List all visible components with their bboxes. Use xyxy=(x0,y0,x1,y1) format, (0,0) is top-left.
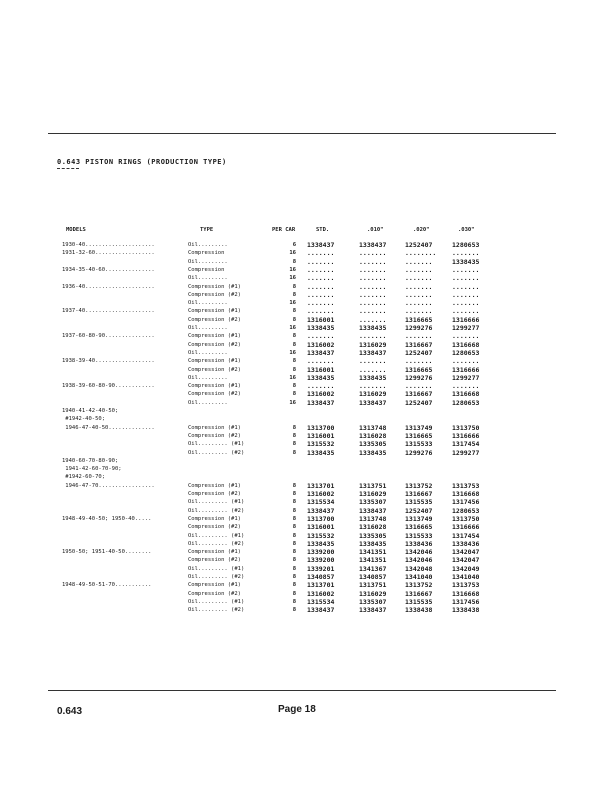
model-cell: 1948-49-50-51-70........... xyxy=(62,582,152,589)
per-car-cell: 8 xyxy=(292,598,296,605)
oversize-030-cell: ....... xyxy=(452,307,480,316)
std-cell: 1338435 xyxy=(307,448,335,457)
std-cell: 1338435 xyxy=(307,373,335,382)
oversize-030-cell: 1316666 xyxy=(452,315,480,324)
oversize-010-cell: ....... xyxy=(359,357,387,366)
oversize-010-cell: ....... xyxy=(359,299,387,308)
oversize-020-cell: 1299276 xyxy=(405,324,433,332)
type-cell: Compression (#2) xyxy=(188,291,241,298)
per-car-cell: 16 xyxy=(289,250,296,257)
per-car-cell: 16 xyxy=(289,325,296,331)
oversize-030-cell: ....... xyxy=(452,249,480,258)
per-car-cell: 8 xyxy=(292,358,296,365)
std-cell: 1316002 xyxy=(307,589,335,598)
std-cell: ....... xyxy=(307,299,335,308)
oversize-010-cell: 1341367 xyxy=(359,564,387,573)
oversize-010-cell: 1338437 xyxy=(359,506,387,515)
type-cell: Compression (#2) xyxy=(188,491,241,497)
oversize-010-cell: 1316028 xyxy=(359,523,387,532)
per-car-cell: 8 xyxy=(292,316,296,323)
type-cell: Compression (#2) xyxy=(188,366,241,373)
type-cell: Compression (#1) xyxy=(188,283,241,290)
per-car-cell: 8 xyxy=(292,424,296,431)
oversize-020-cell: 1252407 xyxy=(405,506,433,515)
per-car-cell: 8 xyxy=(292,565,296,572)
type-cell: Oil......... (#2) xyxy=(188,507,245,514)
per-car-cell: 16 xyxy=(289,300,296,307)
footer-page-number: Page 18 xyxy=(278,704,316,715)
type-cell: Oil......... (#1) xyxy=(188,598,245,605)
oversize-030-cell: 1299277 xyxy=(452,448,480,457)
per-car-cell: 8 xyxy=(292,540,296,547)
oversize-020-cell: 1252407 xyxy=(405,348,433,357)
type-cell: Oil......... xyxy=(188,242,228,248)
oversize-020-cell: ........ xyxy=(405,249,437,258)
model-cell: 1938-39-40.................. xyxy=(62,358,155,365)
oversize-020-cell: ....... xyxy=(405,290,433,299)
oversize-010-cell: 1313748 xyxy=(359,514,387,523)
std-cell: 1313700 xyxy=(307,514,335,523)
oversize-010-cell: ....... xyxy=(359,315,387,324)
oversize-030-cell: 1338436 xyxy=(452,539,480,548)
std-cell: 1315532 xyxy=(307,440,335,449)
oversize-020-cell: 1316665 xyxy=(405,365,433,374)
per-car-cell: 16 xyxy=(289,374,296,381)
model-cell: 1948-49-40-50; 1950-40..... xyxy=(62,515,152,522)
std-cell: 1340857 xyxy=(307,573,335,581)
per-car-cell: 8 xyxy=(292,507,296,514)
per-car-cell: 16 xyxy=(289,349,296,356)
per-car-cell: 8 xyxy=(292,482,296,489)
type-cell: Oil......... xyxy=(188,300,228,307)
std-cell: 1313700 xyxy=(307,423,335,432)
per-car-cell: 8 xyxy=(292,383,296,390)
std-cell: 1338437 xyxy=(307,241,335,249)
type-cell: Compression (#2) xyxy=(188,590,241,597)
oversize-010-cell: 1335307 xyxy=(359,498,387,507)
oversize-030-cell: 1313750 xyxy=(452,514,480,523)
model-cell: 1934-35-40-60............... xyxy=(62,266,155,273)
oversize-030-cell: 1316668 xyxy=(452,340,480,349)
oversize-020-cell: ....... xyxy=(405,332,433,341)
oversize-020-cell: 1316665 xyxy=(405,431,433,440)
per-car-cell: 8 xyxy=(292,499,296,506)
oversize-020-cell: 1252407 xyxy=(405,241,433,249)
std-cell: ....... xyxy=(307,265,335,274)
type-cell: Compression (#1) xyxy=(188,424,241,431)
type-cell: Compression xyxy=(188,250,225,257)
type-cell: Compression (#2) xyxy=(188,432,241,439)
type-cell: Compression (#1) xyxy=(188,333,241,340)
oversize-010-cell: 1338435 xyxy=(359,373,387,382)
std-cell: 1316002 xyxy=(307,490,335,498)
std-cell: ....... xyxy=(307,257,335,266)
header-per-car: PER CAR xyxy=(272,227,296,233)
oversize-010-cell: ....... xyxy=(359,332,387,341)
model-cell: 1937-40..................... xyxy=(62,308,155,315)
type-cell: Compression (#2) xyxy=(188,341,241,348)
oversize-030-cell: 1313753 xyxy=(452,481,480,490)
oversize-020-cell: 1313752 xyxy=(405,581,433,590)
type-cell: Compression (#2) xyxy=(188,524,241,531)
std-cell: 1316001 xyxy=(307,523,335,532)
oversize-020-cell: 1315535 xyxy=(405,498,433,507)
per-car-cell: 8 xyxy=(292,449,296,456)
per-car-cell: 8 xyxy=(292,574,296,580)
oversize-030-cell: 1316668 xyxy=(452,589,480,598)
oversize-030-cell: 1316668 xyxy=(452,490,480,498)
std-cell: 1315532 xyxy=(307,531,335,540)
oversize-020-cell: 1338438 xyxy=(405,606,433,615)
type-cell: Oil......... xyxy=(188,374,228,381)
oversize-020-cell: ....... xyxy=(405,274,433,283)
type-cell: Compression (#1) xyxy=(188,515,241,522)
std-cell: 1316002 xyxy=(307,340,335,349)
oversize-030-cell: 1280653 xyxy=(452,241,480,249)
oversize-030-cell: ....... xyxy=(452,332,480,341)
model-cell: 1941-42-60-70-90; xyxy=(62,466,122,473)
header-010: .010" xyxy=(367,227,384,233)
oversize-020-cell: 1316665 xyxy=(405,523,433,532)
oversize-010-cell: 1316029 xyxy=(359,589,387,598)
type-cell: Compression (#1) xyxy=(188,308,241,315)
std-cell: ....... xyxy=(307,290,335,299)
per-car-cell: 8 xyxy=(292,524,296,531)
per-car-cell: 8 xyxy=(292,532,296,539)
oversize-030-cell: ....... xyxy=(452,299,480,308)
oversize-010-cell: 1335305 xyxy=(359,440,387,449)
std-cell: 1338437 xyxy=(307,398,335,407)
per-car-cell: 8 xyxy=(292,291,296,298)
oversize-030-cell: 1317454 xyxy=(452,440,480,449)
oversize-010-cell: ....... xyxy=(359,282,387,291)
type-cell: Oil......... (#1) xyxy=(188,532,245,539)
oversize-020-cell: 1316667 xyxy=(405,340,433,349)
std-cell: ....... xyxy=(307,382,335,391)
oversize-010-cell: 1313751 xyxy=(359,581,387,590)
oversize-020-cell: 1342046 xyxy=(405,556,433,565)
oversize-020-cell: ....... xyxy=(405,282,433,291)
type-cell: Compression (#1) xyxy=(188,582,241,589)
model-cell: 1946-47-70................. xyxy=(62,482,155,489)
model-cell: #1942-40-50; xyxy=(62,416,106,423)
oversize-020-cell: 1338436 xyxy=(405,539,433,548)
per-car-cell: 8 xyxy=(292,441,296,448)
oversize-020-cell: 1342048 xyxy=(405,564,433,573)
std-cell: 1339200 xyxy=(307,556,335,565)
oversize-010-cell: 1335307 xyxy=(359,597,387,606)
oversize-010-cell: 1338437 xyxy=(359,606,387,615)
oversize-020-cell: ....... xyxy=(405,299,433,308)
type-cell: Oil......... xyxy=(188,349,228,356)
per-car-cell: 8 xyxy=(292,391,296,398)
oversize-020-cell: ....... xyxy=(405,257,433,266)
per-car-cell: 8 xyxy=(292,283,296,290)
std-cell: 1338435 xyxy=(307,539,335,548)
oversize-030-cell: 1316668 xyxy=(452,390,480,399)
oversize-010-cell: ....... xyxy=(359,257,387,266)
oversize-030-cell: 1313750 xyxy=(452,423,480,432)
oversize-030-cell: 1316666 xyxy=(452,523,480,532)
header-type: TYPE xyxy=(200,227,214,233)
type-cell: Oil......... (#1) xyxy=(188,565,245,572)
oversize-030-cell: 1317454 xyxy=(452,531,480,540)
type-cell: Compression (#2) xyxy=(188,316,241,323)
model-cell: 1936-40..................... xyxy=(62,283,155,290)
oversize-030-cell: 1317456 xyxy=(452,498,480,507)
per-car-cell: 8 xyxy=(292,366,296,373)
oversize-010-cell: 1338437 xyxy=(359,348,387,357)
per-car-cell: 8 xyxy=(292,258,296,265)
std-cell: 1338437 xyxy=(307,506,335,515)
per-car-cell: 16 xyxy=(289,266,296,273)
per-car-cell: 8 xyxy=(292,491,296,497)
type-cell: Compression (#1) xyxy=(188,482,241,489)
oversize-010-cell: 1313748 xyxy=(359,423,387,432)
footer-section: 0.643 xyxy=(57,706,83,717)
type-cell: Compression (#1) xyxy=(188,358,241,365)
oversize-010-cell: ....... xyxy=(359,290,387,299)
std-cell: 1316001 xyxy=(307,431,335,440)
header-030: .030" xyxy=(458,227,475,233)
oversize-020-cell: 1315533 xyxy=(405,531,433,540)
std-cell: ....... xyxy=(307,307,335,316)
oversize-010-cell: ....... xyxy=(359,274,387,283)
type-cell: Oil......... (#2) xyxy=(188,574,245,580)
oversize-020-cell: 1316667 xyxy=(405,390,433,399)
type-cell: Compression (#1) xyxy=(188,549,241,556)
oversize-020-cell: 1316667 xyxy=(405,589,433,598)
oversize-020-cell: ....... xyxy=(405,382,433,391)
oversize-020-cell: 1316665 xyxy=(405,315,433,324)
oversize-030-cell: 1317456 xyxy=(452,597,480,606)
model-cell: 1950-50; 1951-40-50........ xyxy=(62,549,152,556)
per-car-cell: 8 xyxy=(292,308,296,315)
type-cell: Compression (#2) xyxy=(188,557,241,564)
type-cell: Oil......... (#2) xyxy=(188,449,245,456)
per-car-cell: 8 xyxy=(292,341,296,348)
oversize-030-cell: 1341040 xyxy=(452,573,480,581)
std-cell: ....... xyxy=(307,282,335,291)
oversize-020-cell: 1299276 xyxy=(405,373,433,382)
per-car-cell: 16 xyxy=(289,399,296,406)
oversize-030-cell: ....... xyxy=(452,274,480,283)
type-cell: Oil......... (#2) xyxy=(188,540,245,547)
oversize-010-cell: 1338435 xyxy=(359,324,387,332)
model-cell: 1940-60-70-80-90; xyxy=(62,457,119,464)
header-020: .020" xyxy=(413,227,430,233)
std-cell: 1338437 xyxy=(307,606,335,615)
oversize-020-cell: 1313752 xyxy=(405,481,433,490)
oversize-030-cell: ....... xyxy=(452,290,480,299)
header-std: STD. xyxy=(316,227,330,233)
std-cell: 1315534 xyxy=(307,498,335,507)
std-cell: ....... xyxy=(307,274,335,283)
oversize-020-cell: ....... xyxy=(405,307,433,316)
oversize-010-cell: 1316028 xyxy=(359,431,387,440)
oversize-020-cell: 1313749 xyxy=(405,423,433,432)
oversize-020-cell: 1342046 xyxy=(405,548,433,557)
oversize-010-cell: 1316029 xyxy=(359,340,387,349)
oversize-020-cell: ....... xyxy=(405,265,433,274)
oversize-030-cell: ....... xyxy=(452,382,480,391)
oversize-030-cell: 1342047 xyxy=(452,556,480,565)
type-cell: Compression (#2) xyxy=(188,391,241,398)
model-cell: 1931-32-60.................. xyxy=(62,250,155,257)
per-car-cell: 8 xyxy=(292,607,296,614)
per-car-cell: 8 xyxy=(292,582,296,589)
oversize-010-cell: 1313751 xyxy=(359,481,387,490)
oversize-020-cell: ....... xyxy=(405,357,433,366)
oversize-020-cell: 1313749 xyxy=(405,514,433,523)
std-cell: 1338435 xyxy=(307,324,335,332)
std-cell: 1316001 xyxy=(307,365,335,374)
oversize-030-cell: 1342049 xyxy=(452,564,480,573)
oversize-020-cell: 1315533 xyxy=(405,440,433,449)
type-cell: Oil......... (#1) xyxy=(188,441,245,448)
oversize-030-cell: 1280653 xyxy=(452,348,480,357)
std-cell: 1339201 xyxy=(307,564,335,573)
oversize-030-cell: ....... xyxy=(452,265,480,274)
std-cell: 1313701 xyxy=(307,581,335,590)
per-car-cell: 8 xyxy=(292,549,296,556)
model-cell: 1946-47-40-50.............. xyxy=(62,424,155,431)
oversize-010-cell: ....... xyxy=(359,249,387,258)
per-car-cell: 8 xyxy=(292,557,296,564)
oversize-010-cell: 1338435 xyxy=(359,539,387,548)
oversize-030-cell: 1342047 xyxy=(452,548,480,557)
per-car-cell: 6 xyxy=(292,242,296,248)
oversize-030-cell: 1313753 xyxy=(452,581,480,590)
type-cell: Compression xyxy=(188,266,225,273)
oversize-030-cell: 1338435 xyxy=(452,257,480,266)
model-cell: #1942-60-70; xyxy=(62,474,106,481)
title-underline xyxy=(57,168,79,169)
model-cell: 1930-40..................... xyxy=(62,242,155,248)
model-cell: 1938-39-60-80-90............ xyxy=(62,383,155,390)
oversize-010-cell: ....... xyxy=(359,265,387,274)
oversize-010-cell: 1338435 xyxy=(359,448,387,457)
std-cell: 1313701 xyxy=(307,481,335,490)
model-cell: 1937-60-80-90............... xyxy=(62,333,155,340)
type-cell: Oil......... xyxy=(188,325,228,331)
oversize-030-cell: ....... xyxy=(452,357,480,366)
oversize-030-cell: 1316666 xyxy=(452,365,480,374)
oversize-010-cell: ....... xyxy=(359,382,387,391)
oversize-030-cell: 1280653 xyxy=(452,506,480,515)
std-cell: 1316002 xyxy=(307,390,335,399)
std-cell: 1315534 xyxy=(307,597,335,606)
oversize-030-cell: 1338438 xyxy=(452,606,480,615)
model-cell: 1940-41-42-40-50; xyxy=(62,408,119,414)
type-cell: Compression (#1) xyxy=(188,383,241,390)
std-cell: ....... xyxy=(307,357,335,366)
type-cell: Oil......... xyxy=(188,275,228,282)
oversize-010-cell: 1316029 xyxy=(359,390,387,399)
std-cell: ....... xyxy=(307,332,335,341)
type-cell: Oil......... (#1) xyxy=(188,499,245,506)
oversize-010-cell: 1341351 xyxy=(359,548,387,557)
oversize-010-cell: 1335305 xyxy=(359,531,387,540)
header-models: MODELS xyxy=(66,227,86,233)
type-cell: Oil......... (#2) xyxy=(188,607,245,614)
oversize-020-cell: 1316667 xyxy=(405,490,433,498)
bottom-rule xyxy=(48,690,556,691)
top-rule xyxy=(48,133,556,134)
per-car-cell: 8 xyxy=(292,333,296,340)
oversize-010-cell: ....... xyxy=(359,365,387,374)
std-cell: ....... xyxy=(307,249,335,258)
per-car-cell: 8 xyxy=(292,515,296,522)
std-cell: 1316001 xyxy=(307,315,335,324)
oversize-010-cell: 1338437 xyxy=(359,398,387,407)
oversize-030-cell: 1280653 xyxy=(452,398,480,407)
oversize-010-cell: 1316029 xyxy=(359,490,387,498)
section-title: 0.643 PISTON RINGS (PRODUCTION TYPE) xyxy=(57,158,227,166)
std-cell: 1339200 xyxy=(307,548,335,557)
oversize-020-cell: 1299276 xyxy=(405,448,433,457)
oversize-020-cell: 1315535 xyxy=(405,597,433,606)
oversize-010-cell: 1338437 xyxy=(359,241,387,249)
oversize-010-cell: 1340857 xyxy=(359,573,387,581)
per-car-cell: 8 xyxy=(292,432,296,439)
oversize-010-cell: ....... xyxy=(359,307,387,316)
oversize-030-cell: 1299277 xyxy=(452,324,480,332)
oversize-020-cell: 1252407 xyxy=(405,398,433,407)
per-car-cell: 16 xyxy=(289,275,296,282)
oversize-020-cell: 1341040 xyxy=(405,573,433,581)
oversize-030-cell: 1316666 xyxy=(452,431,480,440)
type-cell: Oil......... xyxy=(188,258,228,265)
oversize-030-cell: 1299277 xyxy=(452,373,480,382)
oversize-030-cell: ....... xyxy=(452,282,480,291)
std-cell: 1338437 xyxy=(307,348,335,357)
type-cell: Oil......... xyxy=(188,399,228,406)
oversize-010-cell: 1341351 xyxy=(359,556,387,565)
per-car-cell: 8 xyxy=(292,590,296,597)
